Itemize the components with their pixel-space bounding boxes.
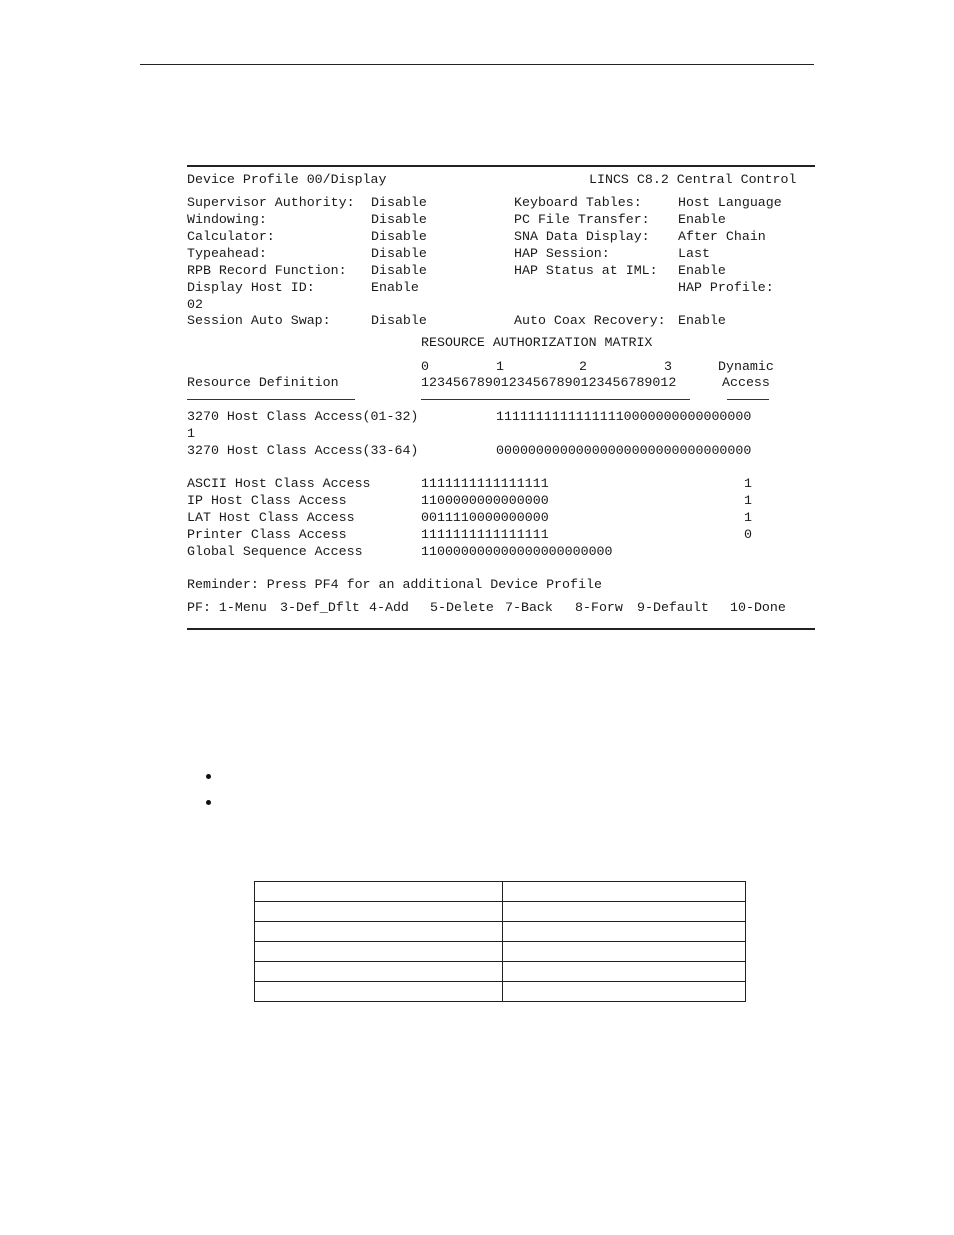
table-row [255,922,746,942]
typeahead-value: Disable [371,246,427,261]
table-cell [503,982,746,1002]
pc-file-transfer-label: PC File Transfer: [514,212,650,227]
matrix-tens-2: 2 [579,359,587,374]
printer-class-bits: 1111111111111111 [421,527,549,542]
printer-class-label: Printer Class Access [187,527,347,542]
global-sequence-bits: 110000000000000000000000 [421,544,613,559]
table-row [255,902,746,922]
table-cell [255,982,503,1002]
table-cell [503,922,746,942]
table-cell [255,882,503,902]
windowing-value: Disable [371,212,427,227]
session-auto-swap-value: Disable [371,313,427,328]
table-row [255,982,746,1002]
device-profile-screen [187,166,815,628]
page-header-rule [140,64,814,65]
pf-key-delete[interactable]: 5-Delete [430,600,494,615]
matrix-tens-3: 3 [664,359,672,374]
matrix-digits-header: 12345678901234567890123456789012 [421,375,677,390]
windowing-label: Windowing: [187,212,267,227]
auto-coax-recovery-value: Enable [678,313,726,328]
bullet-point-1 [206,774,211,779]
pf-key-def-dflt[interactable]: 3-Def_Dflt [280,600,360,615]
hap-session-value: Last [678,246,710,261]
matrix-digits-underline [421,399,690,400]
table-cell [503,962,746,982]
table-cell [503,902,746,922]
host3270-row-2-label: 3270 Host Class Access(33-64) [187,443,419,458]
lat-host-label: LAT Host Class Access [187,510,355,525]
dynamic-header: Dynamic [718,359,774,374]
rpb-record-function-label: RPB Record Function: [187,263,347,278]
pf-key-done[interactable]: 10-Done [730,600,786,615]
access-header: Access [722,375,770,390]
pf-key-back[interactable]: 7-Back [505,600,553,615]
table-row [255,962,746,982]
resource-definition-underline [187,399,355,400]
ip-host-label: IP Host Class Access [187,493,347,508]
session-auto-swap-label: Session Auto Swap: [187,313,331,328]
access-underline [727,399,769,400]
pc-file-transfer-value: Enable [678,212,726,227]
supervisor-authority-label: Supervisor Authority: [187,195,355,210]
pf-key-add[interactable]: 4-Add [369,600,409,615]
ip-host-dynamic: 1 [744,493,752,508]
table-cell [503,882,746,902]
display-host-id-label: Display Host ID: [187,280,315,295]
display-host-id-value: Enable [371,280,419,295]
bullet-point-2 [206,800,211,805]
auto-coax-recovery-label: Auto Coax Recovery: [514,313,666,328]
keyboard-tables-label: Keyboard Tables: [514,195,642,210]
host3270-row-2-bits: 00000000000000000000000000000000 [496,443,752,458]
supervisor-authority-value: Disable [371,195,427,210]
printer-class-dynamic: 0 [744,527,752,542]
screen-bottom-border [187,628,815,630]
screen-title: Device Profile 00/Display [187,172,387,187]
hap-profile-value: 02 [187,297,203,312]
table-cell [255,962,503,982]
hap-profile-label: HAP Profile: [678,280,774,295]
typeahead-label: Typeahead: [187,246,267,261]
ascii-host-label: ASCII Host Class Access [187,476,371,491]
table-cell [255,922,503,942]
host3270-row-1-label: 3270 Host Class Access(01-32) [187,409,419,424]
empty-table [254,881,746,1002]
pf-key-menu[interactable]: PF: 1-Menu [187,600,267,615]
sna-data-display-label: SNA Data Display: [514,229,650,244]
lat-host-dynamic: 1 [744,510,752,525]
ascii-host-bits: 1111111111111111 [421,476,549,491]
ascii-host-dynamic: 1 [744,476,752,491]
pf-key-forw[interactable]: 8-Forw [575,600,623,615]
hap-status-iml-value: Enable [678,263,726,278]
table-row [255,882,746,902]
matrix-title: RESOURCE AUTHORIZATION MATRIX [421,335,653,350]
table-cell [255,902,503,922]
hap-status-iml-label: HAP Status at IML: [514,263,658,278]
calculator-label: Calculator: [187,229,275,244]
matrix-tens-1: 1 [496,359,504,374]
hap-session-label: HAP Session: [514,246,610,261]
host3270-row-1-bits: 11111111111111110000000000000000 [496,409,752,424]
table-row [255,942,746,962]
keyboard-tables-value: Host Language [678,195,782,210]
product-name: LINCS C8.2 Central Control [589,172,797,187]
lat-host-bits: 0011110000000000 [421,510,549,525]
rpb-record-function-value: Disable [371,263,427,278]
table-cell [255,942,503,962]
reminder-text: Reminder: Press PF4 for an additional Device Profile [187,577,602,592]
global-sequence-label: Global Sequence Access [187,544,363,559]
ip-host-bits: 1100000000000000 [421,493,549,508]
calculator-value: Disable [371,229,427,244]
pf-key-default[interactable]: 9-Default [637,600,709,615]
host3270-row-1-dynamic: 1 [187,426,195,441]
resource-definition-header: Resource Definition [187,375,339,390]
matrix-tens-0: 0 [421,359,429,374]
table-cell [503,942,746,962]
sna-data-display-value: After Chain [678,229,766,244]
